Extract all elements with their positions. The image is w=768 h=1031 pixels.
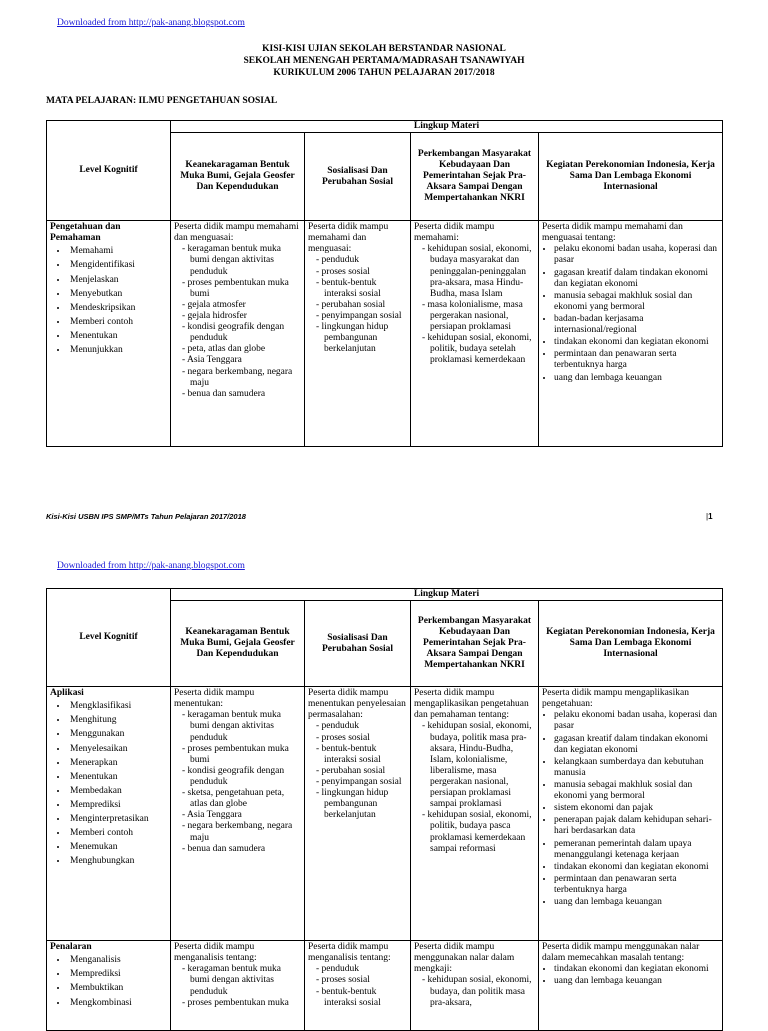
footer-page: [706, 512, 713, 521]
list-item: • kelangkaan sumberdaya dan kebutuhan manusia: [554, 757, 719, 779]
cognitive-verb: • Menjelaskan: [68, 275, 167, 286]
list-item: - penyimpangan sosial: [316, 311, 407, 322]
list-item: • uang dan lembaga keuangan: [554, 373, 719, 384]
list-item: • manusia sebagai makhluk sosial dan ekonomi yang bermoral: [554, 780, 719, 802]
cell-c1: [171, 941, 305, 1031]
col-c2: Sosialisasi Dan Perubahan Sosial: [305, 133, 411, 221]
cell-intro: Peserta didik mampu memahami dan menguasai tentang:: [542, 222, 683, 244]
list-item: - Asia Tenggara: [182, 810, 301, 821]
list-item: - Asia Tenggara: [182, 355, 301, 366]
cell-c3: [411, 221, 539, 447]
list-item: - kehidupan sosial, ekonomi, budaya masyarakat dan peninggalan-peninggalan pra-aksara, masa Hindu-Budha, masa Islam: [422, 244, 535, 300]
list-item: • permintaan dan penawaran serta terbentuknya harga: [554, 874, 719, 896]
list-item: - keragaman bentuk muka bumi dengan aktivitas penduduk: [182, 710, 301, 743]
cell-intro: Peserta didik mampu mengaplikasikan pengetahuan:: [542, 688, 689, 710]
header-line-3: KURIKULUM 2006 TAHUN PELAJARAN 2017/2018: [273, 67, 495, 78]
list-item: - penduduk: [316, 255, 407, 266]
cognitive-verb: • Menentukan: [68, 772, 167, 783]
list-item: • uang dan lembaga keuangan: [554, 976, 719, 987]
list-item: - benua dan samudera: [182, 389, 301, 400]
header-line-1: KISI-KISI UJIAN SEKOLAH BERSTANDAR NASIONAL: [262, 44, 506, 54]
item-list: [414, 975, 535, 1008]
item-list: [50, 955, 167, 1008]
list-item: - benua dan samudera: [182, 844, 301, 855]
table-row: [47, 687, 723, 941]
cell-intro: Peserta didik mampu menggunakan nalar dalam mengkaji:: [414, 942, 515, 975]
list-item: - proses pembentukan muka: [182, 998, 301, 1009]
list-item: - sketsa, pengetahuan peta, atlas dan globe: [182, 788, 301, 810]
cell-c1: [171, 687, 305, 941]
list-item: - bentuk-bentuk interaksi sosial: [316, 278, 407, 300]
cell-intro: Peserta didik mampu menganalisis tentang:: [308, 942, 391, 964]
list-item: - proses sosial: [316, 267, 407, 278]
list-item: - masa kolonialisme, masa pergerakan nasional, persiapan proklamasi: [422, 300, 535, 333]
list-item: • penerapan pajak dalam kehidupan sehari-hari berdasarkan data: [554, 815, 719, 837]
list-item: - kondisi geografik dengan penduduk: [182, 766, 301, 788]
list-item: - penyimpangan sosial: [316, 777, 407, 788]
item-list: [308, 721, 407, 821]
list-item: - keragaman bentuk muka bumi dengan aktivitas penduduk: [182, 964, 301, 997]
list-item: - penduduk: [316, 964, 407, 975]
cognitive-verb: • Memberi contoh: [68, 828, 167, 839]
cognitive-verb: • Menunjukkan: [68, 345, 167, 356]
list-item: • tindakan ekonomi dan kegiatan ekonomi: [554, 862, 719, 873]
source-link-2[interactable]: Downloaded from http://pak-anang.blogspot.com: [57, 561, 245, 571]
list-item: - lingkungan hidup pembangunan berkelanjutan: [316, 788, 407, 821]
kisi-table-page-1: [46, 120, 723, 447]
list-item: - kehidupan sosial, ekonomi, budaya, politik masa pra-aksara, Hindu-Budha, Islam, kolonialisme, liberalisme, masa pergerakan nasional, persiapan proklamasi sampai proklamasi: [422, 721, 535, 810]
cognitive-verb: • Menganalisis: [68, 955, 167, 966]
item-list: [174, 244, 301, 400]
col-c4: Kegiatan Perekonomian Indonesia, Kerja Sama Dan Lembaga Ekonomi Internasional: [539, 601, 723, 687]
list-item: - perubahan sosial: [316, 766, 407, 777]
cognitive-verb: • Membedakan: [68, 786, 167, 797]
col-c1: Keanekaragaman Bentuk Muka Bumi, Gejala Geosfer Dan Kependudukan: [171, 601, 305, 687]
list-item: - bentuk-bentuk interaksi sosial: [316, 744, 407, 766]
list-item: • pemeranan pemerintah dalam upaya menanggulangi ketenaga kerjaan: [554, 839, 719, 861]
item-list: [542, 710, 719, 908]
cognitive-verb: • Menghubungkan: [68, 856, 167, 867]
col-scope: Lingkup Materi: [171, 589, 723, 601]
cognitive-verb: • Mendeskripsikan: [68, 303, 167, 314]
footer-separator: |: [706, 512, 709, 521]
cell-intro: Peserta didik mampu menentukan:: [174, 688, 255, 710]
list-item: - bentuk-bentuk interaksi sosial: [316, 987, 407, 1009]
list-item: • gagasan kreatif dalam tindakan ekonomi dan kegiatan ekonomi: [554, 268, 719, 290]
cell-c2: [305, 221, 411, 447]
list-item: - proses pembentukan muka bumi: [182, 278, 301, 300]
item-list: [50, 701, 167, 867]
page-number: 1: [708, 512, 713, 521]
list-item: - kehidupan sosial, ekonomi, politik, budaya setelah proklamasi kemerdekaan: [422, 333, 535, 366]
cell-intro: Peserta didik mampu menggunakan nalar dalam memecahkan masalah tentang:: [542, 942, 700, 964]
subject-title: MATA PELAJARAN: ILMU PENGETAHUAN SOSIAL: [46, 96, 278, 106]
col-level: Level Kognitif: [47, 121, 171, 221]
list-item: • badan-badan kerjasama internasional/regional: [554, 314, 719, 336]
cognitive-verb: • Menghitung: [68, 715, 167, 726]
cell-intro: Peserta didik mampu menganalisis tentang:: [174, 942, 257, 964]
cognitive-verb: • Memberi contoh: [68, 317, 167, 328]
list-item: - lingkungan hidup pembangunan berkelanjutan: [316, 322, 407, 355]
list-item: • sistem ekonomi dan pajak: [554, 803, 719, 814]
cognitive-verb: • Menerapkan: [68, 758, 167, 769]
cell-intro: Peserta didik mampu memahami:: [414, 222, 495, 244]
item-list: [308, 964, 407, 1008]
col-c2: Sosialisasi Dan Perubahan Sosial: [305, 601, 411, 687]
cell-c3: [411, 687, 539, 941]
list-item: - peta, atlas dan globe: [182, 344, 301, 355]
col-level: Level Kognitif: [47, 589, 171, 687]
level-cell: [47, 941, 171, 1031]
item-list: [174, 710, 301, 854]
col-c4: Kegiatan Perekonomian Indonesia, Kerja Sama Dan Lembaga Ekonomi Internasional: [539, 133, 723, 221]
list-item: - gejala atmosfer: [182, 300, 301, 311]
list-item: - proses sosial: [316, 975, 407, 986]
cell-c2: [305, 687, 411, 941]
cognitive-verb: • Menggunakan: [68, 729, 167, 740]
item-list: [50, 246, 167, 356]
cell-intro: Peserta didik mampu mengaplikasikan pengetahuan dan pemahaman tentang:: [414, 688, 529, 721]
col-c3: Perkembangan Masyarakat Kebudayaan Dan Pemerintahan Sejak Pra-Aksara Sampai Dengan Mempertahankan NKRI: [411, 133, 539, 221]
level-cell: [47, 221, 171, 447]
list-item: • permintaan dan penawaran serta terbentuknya harga: [554, 349, 719, 371]
cell-c4: [539, 687, 723, 941]
list-item: - negara berkembang, negara maju: [182, 821, 301, 843]
list-item: • gagasan kreatif dalam tindakan ekonomi dan kegiatan ekonomi: [554, 734, 719, 756]
item-list: [542, 244, 719, 383]
level-title: Pengetahuan dan Pemahaman: [50, 222, 121, 244]
level-title: Aplikasi: [50, 688, 84, 699]
list-item: - penduduk: [316, 721, 407, 732]
kisi-table-page-2: [46, 588, 723, 1031]
list-item: - proses sosial: [316, 733, 407, 744]
list-item: - negara berkembang, negara maju: [182, 367, 301, 389]
list-item: - kehidupan sosial, ekonomi, politik, budaya pasca proklamasi kemerdekaan sampai reformasi: [422, 810, 535, 854]
cognitive-verb: • Menemukan: [68, 842, 167, 853]
cognitive-verb: • Menyebutkan: [68, 289, 167, 300]
list-item: - perubahan sosial: [316, 300, 407, 311]
cell-c2: [305, 941, 411, 1031]
list-item: - keragaman bentuk muka bumi dengan aktivitas penduduk: [182, 244, 301, 277]
cognitive-verb: • Memprediksi: [68, 969, 167, 980]
level-title: Penalaran: [50, 942, 92, 953]
list-item: • pelaku ekonomi badan usaha, koperasi dan pasar: [554, 710, 719, 732]
item-list: [414, 721, 535, 854]
item-list: [174, 964, 301, 1008]
cognitive-verb: • Menyelesaikan: [68, 744, 167, 755]
cell-intro: Peserta didik mampu menentukan penyelesaian permasalahan:: [308, 688, 406, 721]
list-item: - proses pembentukan muka bumi: [182, 744, 301, 766]
cognitive-verb: • Menentukan: [68, 331, 167, 342]
cell-c1: [171, 221, 305, 447]
cell-intro: Peserta didik mampu memahami dan menguasai:: [174, 222, 299, 244]
cell-c4: [539, 941, 723, 1031]
list-item: - gejala hidrosfer: [182, 311, 301, 322]
list-item: - kehidupan sosial, ekonomi, budaya, dan politik masa pra-aksara,: [422, 975, 535, 1008]
item-list: [542, 964, 719, 987]
list-item: - kondisi geografik dengan penduduk: [182, 322, 301, 344]
source-link[interactable]: Downloaded from http://pak-anang.blogspot.com: [57, 18, 245, 28]
table-row: [47, 941, 723, 1031]
col-c1: Keanekaragaman Bentuk Muka Bumi, Gejala Geosfer Dan Kependudukan: [171, 133, 305, 221]
document-header: [0, 44, 768, 80]
cell-c3: [411, 941, 539, 1031]
list-item: • pelaku ekonomi badan usaha, koperasi dan pasar: [554, 244, 719, 266]
cognitive-verb: • Mengidentifikasi: [68, 260, 167, 271]
cognitive-verb: • Membuktikan: [68, 983, 167, 994]
cognitive-verb: • Mengklasifikasi: [68, 701, 167, 712]
list-item: • tindakan ekonomi dan kegiatan ekonomi: [554, 337, 719, 348]
list-item: • uang dan lembaga keuangan: [554, 897, 719, 908]
item-list: [414, 244, 535, 366]
cell-intro: Peserta didik mampu memahami dan menguasai:: [308, 222, 389, 255]
col-c3: Perkembangan Masyarakat Kebudayaan Dan Pemerintahan Sejak Pra-Aksara Sampai Dengan Mempertahankan NKRI: [411, 601, 539, 687]
list-item: • tindakan ekonomi dan kegiatan ekonomi: [554, 964, 719, 975]
footer-title: Kisi-Kisi USBN IPS SMP/MTs Tahun Pelajaran 2017/2018: [46, 512, 246, 521]
cognitive-verb: • Menginterpretasikan: [68, 814, 167, 825]
cognitive-verb: • Mengkombinasi: [68, 998, 167, 1009]
cognitive-verb: • Memahami: [68, 246, 167, 257]
cognitive-verb: • Memprediksi: [68, 800, 167, 811]
cell-c4: [539, 221, 723, 447]
item-list: [308, 255, 407, 355]
list-item: • manusia sebagai makhluk sosial dan ekonomi yang bermoral: [554, 291, 719, 313]
level-cell: [47, 687, 171, 941]
col-scope: Lingkup Materi: [171, 121, 723, 133]
table-row: [47, 221, 723, 447]
header-line-2: SEKOLAH MENENGAH PERTAMA/MADRASAH TSANAWIYAH: [243, 55, 525, 66]
